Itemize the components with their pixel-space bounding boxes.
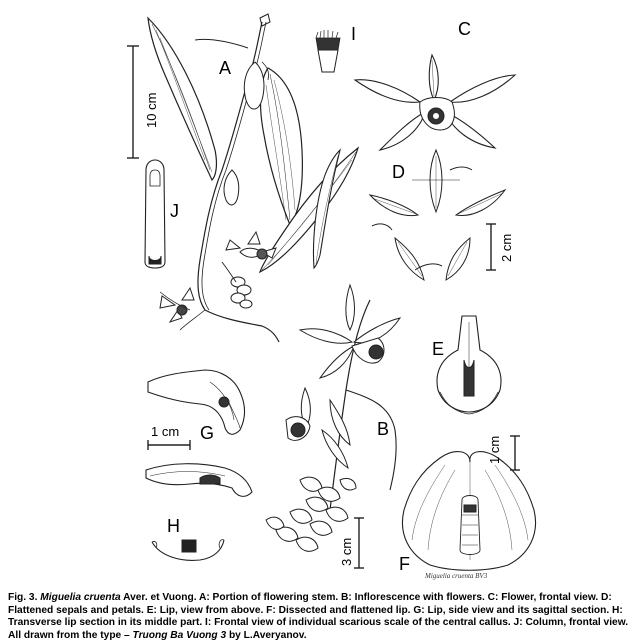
panel-i-drawing	[316, 30, 340, 72]
panel-d-drawing	[370, 150, 505, 280]
scale-bar-g	[148, 440, 190, 450]
panel-label-g: G	[200, 423, 215, 443]
figure-caption	[8, 592, 632, 642]
scale-text-a: 10 cm	[144, 92, 159, 128]
scale-text-e: 1 cm	[487, 435, 502, 464]
panel-label-i: I	[351, 24, 357, 44]
panel-label-c: C	[458, 19, 471, 39]
leaf-middle	[261, 62, 303, 225]
panel-j-drawing	[145, 160, 165, 268]
panel-label-j: J	[170, 201, 179, 221]
panel-e-drawing	[437, 316, 501, 414]
panel-label-f: F	[399, 554, 410, 574]
scale-bar-b	[354, 518, 364, 568]
scale-bar-a	[127, 46, 139, 158]
panel-a-flower-2	[160, 288, 194, 322]
caption-species: Miguelia cruenta	[40, 592, 121, 603]
caption-credit: by L.Averyanov.	[226, 629, 307, 641]
scale-text-g: 1 cm	[151, 424, 180, 439]
leaf-right-lower	[313, 150, 340, 268]
panel-b-flower-lower	[286, 388, 350, 468]
panel-a-flower-1	[226, 232, 276, 259]
scale-bar-d	[486, 224, 496, 270]
scale-bar-e	[510, 436, 520, 470]
panel-a-inflorescence	[222, 262, 252, 308]
panel-h-drawing	[152, 540, 224, 561]
panel-label-d: D	[392, 162, 405, 182]
panel-c-drawing	[355, 55, 515, 150]
caption-fig-label: Fig. 3.	[8, 592, 38, 603]
scale-text-d: 2 cm	[499, 233, 514, 262]
scale-text-b: 3 cm	[339, 537, 354, 566]
caption-body: Aver. et Vuong. A: Portion of flowering stem. B: Inflorescence with flowers. C: Flower, frontal view. D: Flattened sepals and petals. E: Lip, view from above. F: Dissected and flattened lip. G: Lip, side view and its sagittal section. H: Transverse lip section in its middle part. I: Frontal view of individual scarious scale of the central callus. J: Column, frontal view. All drawn from the type –	[8, 592, 629, 641]
caption-type-specimen: Truong Ba Vuong 3	[132, 629, 227, 641]
panel-label-a: A	[219, 58, 232, 78]
panel-label-e: E	[432, 339, 445, 359]
artist-signature: Miguelia cruenta BV3	[425, 572, 488, 580]
panel-label-h: H	[167, 516, 180, 536]
panel-label-b: B	[377, 419, 390, 439]
